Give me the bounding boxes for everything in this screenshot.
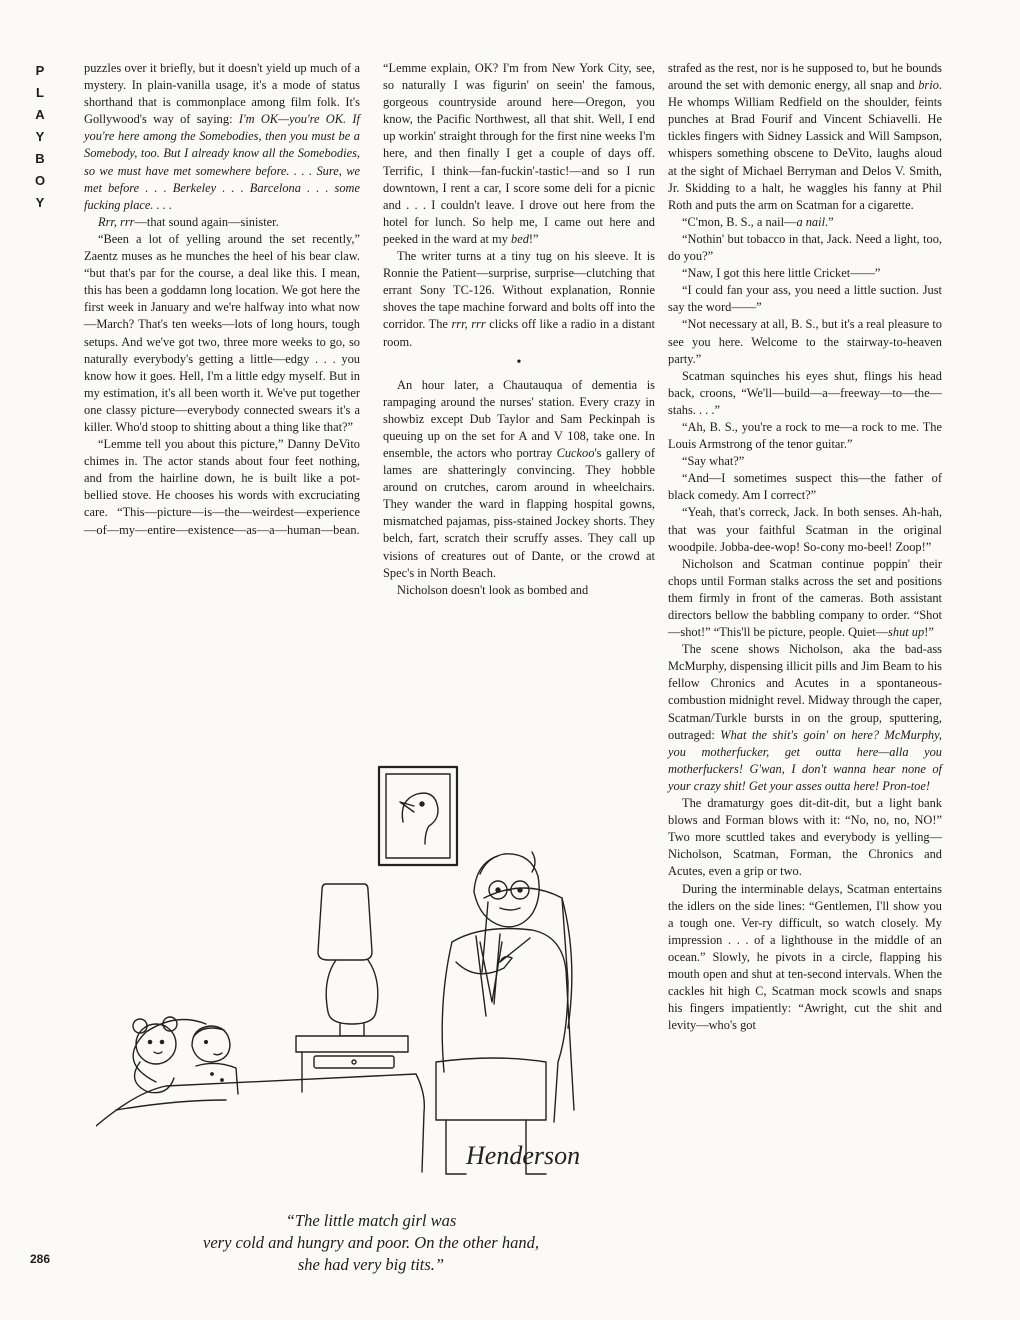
body-text: “Nothin' but tobacco in that, Jack. Need a light, too, do you?” <box>668 231 942 264</box>
body-text: The scene shows Nicholson, aka the bad-ass McMurphy, dispensing illicit pills and Jim Beam to his fellow Chronics and Acutes in a spontaneous-combustion midnight revel. Midway through the caper, Scatman/Turkle bursts in on the group, sputtering, outraged: <box>668 642 942 742</box>
body-text: The writer turns at a tiny tug on his sleeve. It is Ronnie the Patient—surprise, surprise—clutching that errant Sony TC-126. Without explanation, Ronnie shoves the tape machine forward and bolts off into the corridor. The <box>383 249 655 332</box>
article-paragraph <box>383 60 655 248</box>
body-text: strafed as the rest, nor is he supposed to, but he bounds around the set with demonic energy, all snap and <box>668 61 942 93</box>
article-paragraph <box>668 214 942 231</box>
magazine-name-letter: L <box>36 85 44 100</box>
table-lamp <box>318 884 378 1036</box>
body-text: The dramaturgy goes dit-dit-dit, but a light bank blows and Forman blows with it: “No, no, no, NO!” Two more scuttled takes and everybody is yelling—Nicholson, Scatman, Forman, the Chronics and Acutes, even a grip or two. <box>668 796 942 879</box>
article-paragraph <box>668 795 942 880</box>
page-number: 286 <box>30 1252 51 1266</box>
article-paragraph <box>383 248 655 351</box>
article-paragraph <box>668 641 942 795</box>
body-text: “C'mon, B. S., a nail— <box>682 214 797 229</box>
article-paragraph <box>668 453 942 470</box>
body-text: !” <box>528 231 539 246</box>
cartoon-caption <box>96 1210 646 1276</box>
body-text: clicks off like a radio in a distant room. <box>383 317 655 349</box>
caption-line: very cold and hungry and poor. On the other hand, <box>203 1233 539 1252</box>
body-text: Nicholson and Scatman continue poppin' their chops until Forman stalks across the set and positions them firmly in front of the cameras. Both assistant directors bellow the babbling company to order. “Shot—shot!” “This'll be picture, people. Quiet— <box>668 556 942 640</box>
italic-text: rrr, rrr <box>451 317 486 332</box>
body-text: “Not necessary at all, B. S., but it's a real pleasure to see you here. Welcome to the stairway-to-heaven party.” <box>668 317 942 366</box>
italic-text: a nail <box>796 214 826 229</box>
italic-text: Rrr, rrr <box>98 214 135 229</box>
italic-text: What the shit's goin' on here? McMurphy, you motherfucker, get outta here—alla you motherfuckers! G'wan, I don't wanna hear none of your crazy shit! Get your asses outta here! Pron-toe! <box>668 727 942 793</box>
body-text: —that sound again—sinister. <box>134 214 279 229</box>
cartoon-illustration <box>96 762 646 1202</box>
body-text: “Lemme tell you about this picture,” Danny DeVito chimes in. The actor stands about four feet nothing, and from the hairline down, he is built like a pot-bellied stove. He chooses his words with excruciating care. “This—picture—is—the—weirdest—experience—of—my—entire—existence—as—a—human—bean. <box>84 437 360 537</box>
italic-text: brio <box>918 78 939 93</box>
article-paragraph <box>668 231 942 265</box>
nightstand <box>296 1036 408 1092</box>
magazine-name-letter: B <box>35 151 45 166</box>
article-paragraph <box>383 377 655 582</box>
article-paragraph <box>668 556 942 641</box>
article-paragraph <box>383 582 655 599</box>
magazine-name-letter: A <box>35 107 45 122</box>
article-paragraph <box>84 214 360 231</box>
caption-line: she had very big tits.” <box>297 1255 445 1274</box>
article-paragraph <box>668 419 942 453</box>
body-text: 's gallery of lames are shatteringly convincing. They hobble around on crutches, carom around in wheelchairs. They wander the ward in flapping hospital gowns, mismatched pajamas, piss-stained Jockey shorts. They belch, fart, scratch their scruffy asses. They call up visions of creatures out of Dante, or the crowd at Spec's in North Beach. <box>383 445 655 580</box>
body-text: “Been a lot of yelling around the set recently,” Zaentz muses as he munches the heel of his bear claw. “but that's par for the course, a deal like this. I mean, this has been a goddamn long location. We got here the first week in January and we're halfway into what now—March? That's ten weeks—lots of long hours, tough setups. And we've got two, three more weeks to go, so naturally everybody's getting a little—edgy . . . you know how it goes. Hell, I'm a little edgy myself. But in my estimation, it's all been worth it. We've put together one classy picture—everybody connected swears it's a killer. Who'd stoop to shitting about a thing like that?” <box>84 231 360 434</box>
body-text: “And—I sometimes suspect this—the father of black comedy. Am I correct?” <box>668 471 942 503</box>
wall-portrait <box>379 767 457 865</box>
magazine-name-letter: O <box>34 173 46 188</box>
body-text: “Yeah, that's correck, Jack. In both senses. Ah-hah, that was your faithful Scatman in the original woodpile. Jobba-dee-wop! So-cony mo-beel! Zoop!” <box>668 505 942 554</box>
magazine-name-letter: P <box>35 63 45 78</box>
article-paragraph <box>668 881 942 1035</box>
cartoonist-signature: Henderson <box>466 1141 581 1170</box>
italic-text: shut up <box>888 625 925 640</box>
article-paragraph <box>668 470 942 504</box>
body-text: puzzles over it briefly, but it doesn't yield up much of a mystery. In plain-vanilla usage, it's a mode of status shorthand that is commonplace among film folk. It's Gollywood's way of saying: <box>84 61 360 127</box>
body-text: .” <box>825 214 834 229</box>
reading-father <box>436 852 574 1174</box>
body-text: An hour later, a Chautauqua of dementia is rampaging around the nurses' station. Every crazy in showbiz except Dub Taylor and Sam Peckinpah is queuing up on the set for A and V 108, take one. In ensemble, the actors who portray <box>383 377 655 460</box>
body-text: !” <box>924 625 934 640</box>
italic-text: Cuckoo <box>556 445 595 460</box>
body-text: “I could fan your ass, you need a little suction. Just say the word——” <box>668 283 942 315</box>
body-text: Nicholson doesn't look as bombed and <box>397 582 589 597</box>
article-paragraph <box>668 368 942 419</box>
body-text: “Say what?” <box>682 454 745 469</box>
article-paragraph <box>668 282 942 316</box>
article-paragraph <box>668 504 942 555</box>
section-break: • <box>516 354 522 370</box>
body-text: During the interminable delays, Scatman entertains the idlers on the side lines: “Gentlemen, I'll show you a tough one. Ver-ry difficult, so watch closely. My impression . . . of a lighthouse in the middle of an ocean.” Slowly, he pivots in a circle, flapping his mouth open and shut at ten-second intervals. When the cackles hit high C, Scatman mock scowls and snaps his fingers impatiently: “Awright, cut the shit and levity—who's got <box>668 881 942 1033</box>
article-column-2 <box>383 60 655 599</box>
article-paragraph <box>84 231 360 436</box>
article-paragraph <box>668 316 942 367</box>
article-paragraph <box>668 265 942 282</box>
body-text: “Lemme explain, OK? I'm from New York City, see, so naturally I was figurin' on seein' the famous, gorgeous countryside around here—Oregon, you know, the Pacific Northwest, all that shit. Well, I end up workin' straight through for the first nine weeks I'm here, and then finally I get a couple of days off. Terrific, I think—fan-fuckin'-tastic!—and so I run downtown, I rent a car, I score some deli for a picnic and . . . I couldn't leave. I drove out here from the hotel for lunch. So help me, I came out here and peeked in the ward at my <box>383 61 655 246</box>
body-text: . He whomps William Redfield on the shoulder, feints punches at Brad Fourif and Vincent Schiavelli. He tickles fingers with Sidney Lassick and Will Sampson, whispers something obscene to DeVito, laughs aloud at the sight of Michael Berryman and Delos V. Smith, Jr. Skidding to a halt, he waggles his fanny at Phil Roth and puts the arm on Scatman for a cigarette. <box>668 78 942 212</box>
article-paragraph <box>84 60 360 214</box>
body-text: “Naw, I got this here little Cricket——” <box>682 266 881 281</box>
magazine-name <box>30 60 50 214</box>
article-column-1 <box>84 60 360 539</box>
article-paragraph <box>668 60 942 214</box>
article-column-3 <box>668 60 942 1034</box>
body-text: Scatman squinches his eyes shut, flings his head back, croons, “We'll—build—a—freeway—to—the—stahs. . . .” <box>668 368 942 417</box>
italic-text: bed <box>511 231 529 246</box>
magazine-name-letter: Y <box>35 195 45 210</box>
magazine-name-letter: Y <box>35 129 45 144</box>
article-paragraph <box>84 436 360 539</box>
italic-text: I'm OK—you're OK. If you're here among the Somebodies, then you must be a Somebody, too. But I already know all the Somebodies, so we must have met somewhere before. . . . Sure, we met before . . . Berkeley . . . Barcelona . . . some fucking place. . . . <box>84 112 360 212</box>
caption-line: “The little match girl was <box>285 1211 457 1230</box>
body-text: “Ah, B. S., you're a rock to me—a rock to me. The Louis Armstrong of the tenor guitar.” <box>668 419 942 452</box>
